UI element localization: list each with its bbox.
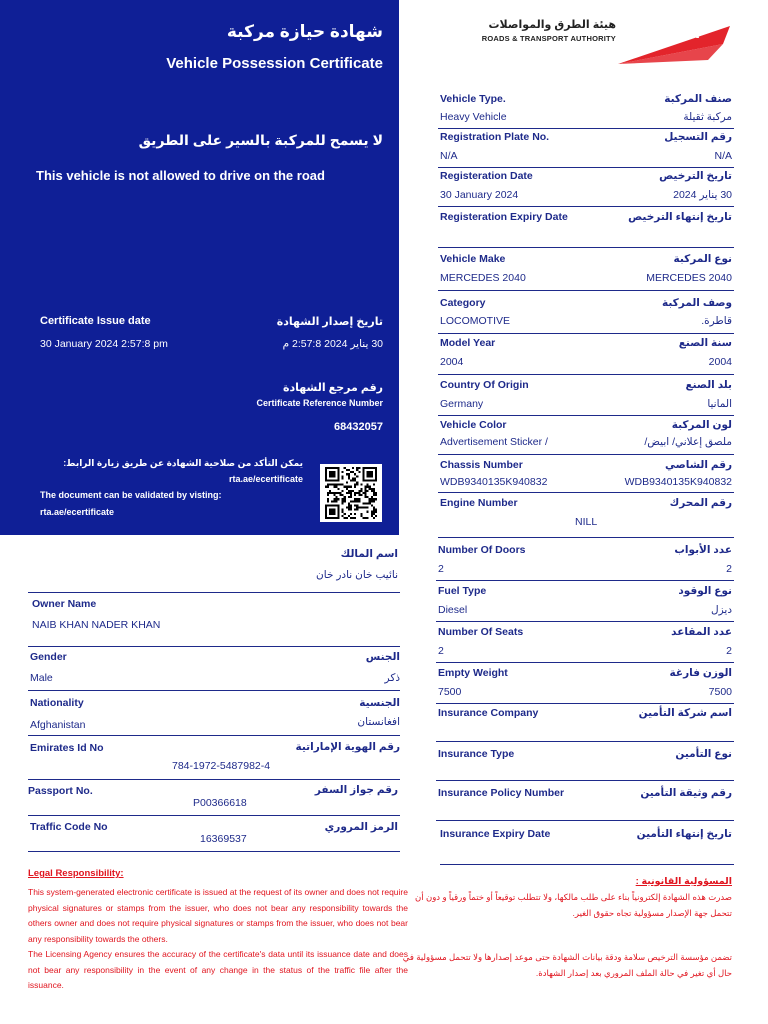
validate-link-ar[interactable]: rta.ae/ecertificate <box>228 474 303 484</box>
nationality-label-ar: الجنسية <box>359 697 400 709</box>
ref-number: 68432057 <box>334 421 383 433</box>
regdate-en: 30 January 2024 <box>440 189 519 201</box>
ins-expiry-label-en: Insurance Expiry Date <box>440 828 551 840</box>
fuel-label-ar: نوع الوقود <box>678 585 732 597</box>
warning-arabic: لا يسمح للمركبة بالسير على الطريق <box>138 132 383 148</box>
validate-text-en: The document can be validated by visting: <box>40 490 222 500</box>
traffic-label-en: Traffic Code No <box>30 821 108 833</box>
nationality-ar: افغانستان <box>357 716 400 728</box>
owner-name-en: NAIB KHAN NADER KHAN <box>32 619 161 631</box>
vehicle-type-ar: مركبة ثقيلة <box>683 111 732 123</box>
origin-ar: المانيا <box>707 398 732 410</box>
year-label-en: Model Year <box>440 337 496 349</box>
eid-label-en: Emirates Id No <box>30 742 104 754</box>
issue-date-label-en: Certificate Issue date <box>40 315 151 327</box>
color-label-en: Vehicle Color <box>440 419 507 431</box>
doors-ar: 2 <box>726 563 732 575</box>
ins-expiry-label-ar: تاريخ إنتهاء التأمين <box>636 828 732 840</box>
validate-text-ar: يمكن التأكد من صلاحية الشهادة عن طريق زيارة الرابط: <box>63 458 303 468</box>
owner-name-label-ar: اسم المالك <box>340 548 398 560</box>
seats-label-en: Number Of Seats <box>438 626 524 638</box>
origin-label-ar: بلد الصنع <box>685 379 732 391</box>
ins-company-label-en: Insurance Company <box>438 707 539 719</box>
vehicle-type-label-en: Vehicle Type. <box>440 93 506 105</box>
engine-label-en: Engine Number <box>440 497 518 509</box>
regdate-label-ar: تاريخ الترخيص <box>659 170 732 182</box>
regdate-label-en: Registeration Date <box>440 170 533 182</box>
weight-en: 7500 <box>438 686 462 698</box>
color-en: Advertisement Sticker / <box>440 436 548 448</box>
eid-number: 784-1972-5487982-4 <box>172 760 271 772</box>
warning-english: This vehicle is not allowed to drive on the road <box>36 168 325 183</box>
seats-label-ar: عدد المقاعد <box>671 626 732 638</box>
qr-code-icon[interactable] <box>320 464 382 522</box>
ins-company-label-ar: اسم شركة التأمين <box>638 707 732 719</box>
color-ar: ملصق إعلاني/ ابيض/ <box>644 436 732 448</box>
gender-ar: ذكر <box>384 672 400 684</box>
seats-ar: 2 <box>726 645 732 657</box>
issue-date-label-ar: تاريخ إصدار الشهادة <box>276 316 383 328</box>
chassis-label-en: Chassis Number <box>440 459 523 471</box>
logo-arabic: هيئة الطرق والمواصلات <box>488 19 616 31</box>
plate-ar: N/A <box>714 150 732 162</box>
passport-label-en: Passport No. <box>28 785 93 797</box>
fuel-ar: ديزل <box>710 604 732 616</box>
logo-english: ROADS & TRANSPORT AUTHORITY <box>481 34 616 43</box>
fuel-label-en: Fuel Type <box>438 585 487 597</box>
owner-name-ar: نائيب خان نادر خان <box>316 569 398 581</box>
category-label-en: Category <box>440 297 486 309</box>
title-arabic: شهادة حيازة مركبة <box>226 22 383 41</box>
ins-policy-label-ar: رقم وثيقة التأمين <box>640 787 732 799</box>
doors-label-ar: عدد الأبواب <box>674 544 732 556</box>
origin-label-en: Country Of Origin <box>440 379 529 391</box>
regdate-ar: 30 يناير 2024 <box>673 189 732 201</box>
traffic-code: 16369537 <box>200 833 247 845</box>
year-ar: 2004 <box>708 356 732 368</box>
gender-label-en: Gender <box>30 651 67 663</box>
gender-en: Male <box>30 672 53 684</box>
issue-date-en: 30 January 2024 2:57:8 pm <box>40 338 168 350</box>
make-en: MERCEDES 2040 <box>440 272 526 284</box>
category-ar: قاطرة. <box>701 315 732 327</box>
nationality-en: Afghanistan <box>30 719 86 731</box>
category-label-ar: وصف المركبة <box>662 297 732 309</box>
legal-text-1-ar: صدرت هذه الشهادة إلكترونياً بناء على طلب مالكها، ولا تتطلب توقيعاً أو ختماً ورقياً و دون أن تتحمل جهة الإصدار مسؤولية تجاه حقوق الغير. <box>414 892 732 918</box>
color-label-ar: لون المركبة <box>671 419 732 431</box>
passport-label-ar: رقم جواز السفر <box>314 784 398 796</box>
ins-policy-label-en: Insurance Policy Number <box>438 787 565 799</box>
title-english: Vehicle Possession Certificate <box>166 55 383 72</box>
gender-label-ar: الجنس <box>365 651 400 663</box>
plate-label-ar: رقم التسجيل <box>664 131 732 143</box>
doors-en: 2 <box>438 563 444 575</box>
category-en: LOCOMOTIVE <box>440 315 511 327</box>
legal-text-1-en: This system-generated electronic certificate is issued at the request of its owner and does not require physical signatures or stamps from the issuer, who does not bear any responsibility towards the others owner and does not require physical signatures or stamps from the issuer, who does not bear any responsibility towards the others. <box>28 887 408 944</box>
vehicle-type-label-ar: صنف المركبة <box>664 93 732 105</box>
engine-number: NILL <box>575 516 598 528</box>
expiry-label-en: Registeration Expiry Date <box>440 211 568 223</box>
origin-en: Germany <box>440 398 484 410</box>
weight-ar: 7500 <box>708 686 732 698</box>
ins-type-label-ar: نوع التأمين <box>675 748 732 760</box>
fuel-en: Diesel <box>438 604 468 616</box>
chassis-ar: WDB9340135K940832 <box>624 476 732 488</box>
logo-mark: RTA <box>663 22 701 43</box>
legal-text-2-en: The Licensing Agency ensures the accuracy of the certificate's data until its issuance date and does not bear any responsibility in the event of any change in the status of the traffic file after the issuance. <box>28 949 408 990</box>
ref-label-en: Certificate Reference Number <box>256 398 383 408</box>
owner-name-label-en: Owner Name <box>32 598 97 610</box>
chassis-label-ar: رقم الشاصي <box>664 459 732 471</box>
issue-date-ar: 30 يناير 2024 2:57:8 م <box>282 338 383 350</box>
doors-label-en: Number Of Doors <box>438 544 526 556</box>
ins-type-label-en: Insurance Type <box>438 748 515 760</box>
eid-label-ar: رقم الهوية الإماراتية <box>295 741 400 753</box>
make-label-en: Vehicle Make <box>440 253 506 265</box>
expiry-label-ar: تاريخ إنتهاء الترخيص <box>628 211 732 223</box>
weight-label-en: Empty Weight <box>438 667 508 679</box>
year-en: 2004 <box>440 356 464 368</box>
legal-title-ar: المسؤولية القانونية : <box>635 876 732 887</box>
make-ar: MERCEDES 2040 <box>646 272 732 284</box>
year-label-ar: سنة الصنع <box>678 337 732 349</box>
engine-label-ar: رقم المحرك <box>669 497 732 509</box>
ref-label-ar: رقم مرجع الشهادة <box>283 382 383 394</box>
weight-label-ar: الوزن فارغة <box>669 667 732 679</box>
passport-number: P00366618 <box>193 797 247 809</box>
chassis-en: WDB9340135K940832 <box>440 476 548 488</box>
vehicle-type-en: Heavy Vehicle <box>440 111 507 123</box>
nationality-label-en: Nationality <box>30 697 84 709</box>
legal-text-2-ar: تضمن مؤسسة الترخيص سلامة ودقة بيانات الشهادة حتى موعد إصدارها ولا تتحمل مسؤولية في حال أي تغير في حالة الملف المروري بعد إصدار الشهادة. <box>402 952 732 978</box>
plate-label-en: Registration Plate No. <box>440 131 550 143</box>
make-label-ar: نوع المركبة <box>673 253 732 265</box>
seats-en: 2 <box>438 645 444 657</box>
validate-link-en[interactable]: rta.ae/ecertificate <box>40 507 115 517</box>
traffic-label-ar: الرمز المروري <box>324 821 398 833</box>
legal-title-en: Legal Responsibility: <box>28 868 124 879</box>
blue-header-panel <box>0 0 399 535</box>
plate-en: N/A <box>440 150 458 162</box>
